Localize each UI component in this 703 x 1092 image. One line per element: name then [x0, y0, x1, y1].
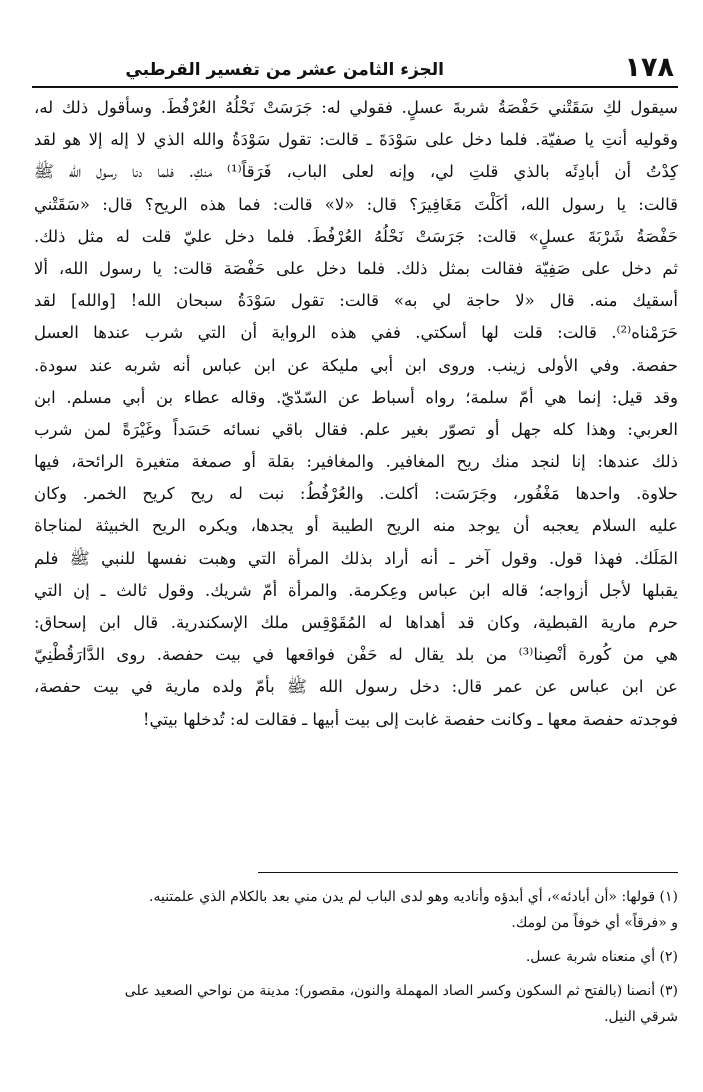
text-line: أسقيك منه. قال «لا حاجة لي به» قالت: تقول سَوْدَةُ سبحان الله! [والله] لقد [34, 291, 678, 311]
text-line: المَلَك. فهذا قول. وقول آخر ـ أنه أراد بذلك المرأة التي وهبت نفسها للنبي ﷺ فلم [34, 548, 678, 568]
text-line: عليه السلام يعجبه أن يوجد منه الريح الطيبة أو يجدها، ويكره الريح الخبيثة لمناجاة [34, 516, 678, 536]
footnotes [32, 884, 678, 1030]
text-line: حَرَمْناه⁽²⁾. قالت: قلت لها أسكتي. ففي هذه الرواية أن التي شرب عندها العسل [34, 323, 678, 343]
text-line: قالت: يا رسول الله، أكَلْتَ مَغَافِيرَ؟ قال: «لا» قالت: فما هذه الريح؟ قال: «سَقَتْني [34, 194, 678, 214]
page-number: ١٧٨ [624, 52, 674, 83]
footnote-line: (٣) أنصنا (بالفتح ثم السكون وكسر الصاد المهملة والنون، مقصور): مدينة من نواحي الصعيد على [124, 983, 678, 999]
text-line: ذلك عندها: إنا لنجد منك ريح المغافير. والمغافير: بقلة أو صمغة متغيرة الرائحة، فيها [34, 452, 678, 472]
main-text [34, 92, 678, 736]
footnote-divider [258, 872, 678, 873]
footnote-line: (٢) أي منعناه شربة عسل. [525, 949, 678, 965]
footnote-line: (١) قولها: «أن أبادئه»، أي أبدؤه وأناديه وهو لدى الباب لم يدن مني بعد بالكلام الذي علمتنيه. [149, 889, 678, 905]
header-divider [32, 86, 678, 88]
text-line: ثم دخل على صَفِيّة فقالت بمثل ذلك. فلما دخل على حَفْصَة قالت: يا رسول الله، ألا [34, 258, 678, 278]
footnote-3 [32, 978, 678, 1030]
text-line: عن ابن عباس عن عمر قال: دخل رسول الله ﷺ بأمّ ولده مارية في بيت حفصة، [34, 677, 678, 697]
footnote-1 [32, 884, 678, 936]
footnote-line: و «فرقاً» أي خوفاً من لومك. [511, 915, 678, 931]
running-title: الجزء الثامن عشر من تفسير القرطبي [125, 60, 444, 80]
text-line: حرم مارية القبطية، وكان قد أهداها له المُقَوْقِس ملك الإسكندرية. قال ابن إسحاق: [34, 613, 678, 632]
text-line: فوجدته حفصة معها ـ وكانت حفصة غابت إلى بيت أبيها ـ فقالت له: تُدخلها بيتي! [142, 709, 678, 729]
book-page [28, 0, 680, 1092]
text-line: كِدْتُ أن أبادِئَه بالذي قلتِ لي، وإنه لعلى الباب، فَرَقاً⁽¹⁾ منكِ. فلما دنا رسول الله ﷺ [34, 162, 678, 182]
text-line: حَفْصَةُ شَرْبَةَ عسلٍ» قالت: جَرَسَتْ نَحْلُهُ العُرْفُطَ. فلما دخل عليّ قلت له مثل ذلك. [34, 226, 678, 246]
text-line: وقوليه أنتِ يا صفيّة. فلما دخل على سَوْدَةَ ـ قالت: تقول سَوْدَةُ والله الذي لا إله إلا هو لقد [34, 130, 678, 150]
text-line: حفصة. وفي الأولى زينب. وروى ابن أبي مليكة عن ابن عباس أنه شربه عند سودة. [34, 355, 678, 375]
text-line: العربي: وهذا كله جهل أو تصوّر بغير علم. فقال باقي نسائه حَسَداً وغَيْرَةً لمن شرب [34, 419, 678, 439]
text-line: سيقول لكِ سَقَتْني حَفْصَةُ شربةَ عسلٍ. فقولي له: جَرَسَتْ نَحْلُهُ العُرْفُطَ. وسأقول ذلك له، [34, 98, 678, 117]
text-line: يقبلها لأجل أزواجه؛ قاله ابن عباس وعِكرمة. والمرأة أمّ شريك. وقول ثالث ـ إن التي [34, 580, 678, 600]
text-line: وقد قيل: إنما هي أمّ سلمة؛ رواه أسباط عن السّدّيّ. وقاله عطاء بن أبي مسلم. ابن [34, 387, 678, 407]
footnote-2 [32, 944, 678, 970]
text-line: هي من كُورة أنْصِنا⁽³⁾ من بلد يقال له حَفْن فواقعها في بيت حفصة. روى الدَّارَقُطْنِيّ [34, 645, 678, 665]
text-line: حلاوة. واحدها مَغْفُور، وجَرَسَت: أكلت. والعُرْفُطُ: نبت له ريح كريح الخمر. وكان [34, 484, 678, 504]
page-header [28, 46, 680, 86]
footnote-line: شرقي النيل. [604, 1009, 678, 1025]
